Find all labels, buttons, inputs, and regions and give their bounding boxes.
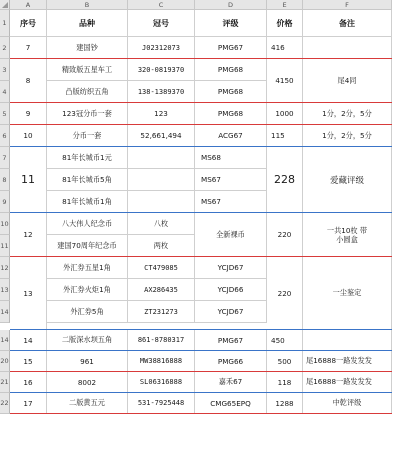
column-header-d[interactable]: D [195,0,267,10]
header-note: 备注 [303,10,392,37]
cell-seq[interactable]: 14 [10,330,47,351]
cell-seq-merged[interactable]: 11 [10,147,47,213]
cell-grade[interactable]: YCJD67 [195,301,267,323]
row-header[interactable]: 21 [0,372,10,393]
cell-note-merged[interactable]: 一共10枚 带小圆盒 [303,213,392,257]
header-grade: 评级 [195,10,267,37]
red-divider [10,58,392,59]
cell-price[interactable]: 450 [267,330,303,351]
cell-note[interactable]: 中乾评级 [303,393,392,414]
cell-variety[interactable]: 二版深水坝五角 [47,330,128,351]
column-header-b[interactable]: B [47,0,128,10]
cell-variety[interactable]: 81年长城币1元 [47,147,128,169]
cell-price-merged[interactable]: 220 [267,257,303,330]
red-divider [10,124,392,125]
row-header[interactable]: 3 [0,59,10,81]
cell-variety[interactable]: 建国70周年纪念币 [47,235,128,257]
cell-note[interactable] [303,330,392,351]
cell-grade[interactable]: PMG68 [195,103,267,125]
cell-variety[interactable]: 八大伟人纪念币 [47,213,128,235]
row-header[interactable]: 1 [0,10,10,37]
header-price: 价格 [267,10,303,37]
cell-serial[interactable]: 138-1389370 [128,81,195,103]
column-header-e[interactable]: E [267,0,303,10]
row-header[interactable]: 8 [0,169,10,191]
cell-grade[interactable]: YCJD66 [195,279,267,301]
cell-note[interactable]: 尾16888一路发发发 [303,372,392,393]
cell-serial[interactable]: 两枚 [128,235,195,257]
cell-note[interactable]: 1分，2分，5分 [303,125,392,147]
row-header[interactable]: 6 [0,125,10,147]
cell-price[interactable]: 500 [267,351,303,372]
cell-variety[interactable]: 81年长城币1角 [47,191,128,213]
cell-price[interactable]: 416 [267,37,303,59]
row-header[interactable]: 10 [0,213,10,235]
cell-serial[interactable]: ZT231273 [128,301,195,323]
cell-variety[interactable]: 二版黄五元 [47,393,128,414]
cell-grade[interactable]: MS67 [195,169,267,191]
cell-serial[interactable]: 320-0819370 [128,59,195,81]
cell-serial[interactable]: 531-7925448 [128,393,195,414]
cell-variety[interactable]: 外汇券火炬1角 [47,279,128,301]
cell-grade[interactable]: PMG68 [195,59,267,81]
row-header[interactable]: 11 [0,235,10,257]
header-variety: 品种 [47,10,128,37]
red-divider [10,413,392,414]
row-header[interactable]: 5 [0,103,10,125]
blue-divider [10,329,392,330]
row-header[interactable]: 13 [0,279,10,301]
cell-variety[interactable]: 外汇券五星1角 [47,257,128,279]
row-header[interactable]: 14 [0,330,10,351]
cell-note-merged[interactable]: 爱藏评级 [303,147,392,213]
row-header[interactable]: 7 [0,147,10,169]
cell-grade[interactable]: PMG67 [195,330,267,351]
row-header[interactable]: 20 [0,351,10,372]
blue-divider [10,350,392,351]
cell-serial[interactable]: 123 [128,103,195,125]
cell-price[interactable]: 115 [267,125,303,147]
blue-divider [10,146,392,147]
cell-seq[interactable]: 9 [10,103,47,125]
red-divider [10,371,392,372]
row-header[interactable]: 9 [0,191,10,213]
cell-grade[interactable]: PMG67 [195,37,267,59]
blue-divider [10,212,392,213]
cell-serial[interactable]: SL06316888 [128,372,195,393]
cell-price-merged[interactable]: 4150 [267,59,303,103]
cell-grade-merged[interactable]: 全新裸币 [195,213,267,257]
cell-grade[interactable]: MS67 [195,191,267,213]
cell-price-merged[interactable]: 220 [267,213,303,257]
cell-variety[interactable]: 精致版五星车工 [47,59,128,81]
cell-seq-merged[interactable]: 12 [10,213,47,257]
cell-variety[interactable]: 961 [47,351,128,372]
cell-seq-merged[interactable]: 8 [10,59,47,103]
cell-seq[interactable]: 17 [10,393,47,414]
cell-grade[interactable]: ACG67 [195,125,267,147]
cell-price[interactable]: 1288 [267,393,303,414]
cell-serial[interactable]: MW38816888 [128,351,195,372]
row-header[interactable]: 4 [0,81,10,103]
column-header-f[interactable]: F [303,0,392,10]
cell-seq[interactable]: 15 [10,351,47,372]
cell-note[interactable]: 尾16888一路发发发 [303,351,392,372]
red-divider [10,256,392,257]
cell-price[interactable]: 118 [267,372,303,393]
cell-note-merged[interactable]: 一尘鉴定 [303,257,392,330]
cell-grade[interactable]: MS68 [195,147,267,169]
cell-variety[interactable]: 8002 [47,372,128,393]
row-header[interactable]: 2 [0,37,10,59]
cell-grade[interactable]: PMG68 [195,81,267,103]
cell-variety[interactable]: 81年长城币5角 [47,169,128,191]
red-divider [10,102,392,103]
cell-grade[interactable]: PMG66 [195,351,267,372]
cell-variety[interactable]: 建国钞 [47,37,128,59]
cell-grade[interactable]: YCJD67 [195,257,267,279]
blue-divider [10,392,392,393]
cell-serial[interactable]: J02312073 [128,37,195,59]
cell-variety[interactable]: 外汇券5角 [47,301,128,323]
cell-note[interactable]: 1分，2分，5分 [303,103,392,125]
cell-grade[interactable]: CMG65EPQ [195,393,267,414]
cell-variety[interactable]: 分币一套 [47,125,128,147]
cell-serial[interactable]: AX286435 [128,279,195,301]
column-header-a[interactable]: A [10,0,47,10]
cell-variety[interactable]: 123冠分币一套 [47,103,128,125]
column-header-c[interactable]: C [128,0,195,10]
cell-seq-merged[interactable]: 13 [10,257,47,330]
cell-note-merged[interactable]: 尾4同 [303,59,392,103]
cell-price[interactable]: 1000 [267,103,303,125]
cell-serial[interactable]: CT479085 [128,257,195,279]
row-header[interactable]: 22 [0,393,10,414]
row-header[interactable]: 12 [0,257,10,279]
cell-grade[interactable]: 嘉禾67 [195,372,267,393]
cell-seq[interactable]: 10 [10,125,47,147]
cell-price-merged[interactable]: 228 [267,147,303,213]
cell-serial[interactable]: 八枚 [128,213,195,235]
cell-seq[interactable]: 7 [10,37,47,59]
cell-variety[interactable]: 凸版纺织五角 [47,81,128,103]
cell-serial[interactable]: 52,661,494 [128,125,195,147]
header-seq: 序号 [10,10,47,37]
cell-serial[interactable]: 861-8780317 [128,330,195,351]
row-header[interactable]: 14 [0,301,10,323]
header-serial: 冠号 [128,10,195,37]
cell-seq[interactable]: 16 [10,372,47,393]
